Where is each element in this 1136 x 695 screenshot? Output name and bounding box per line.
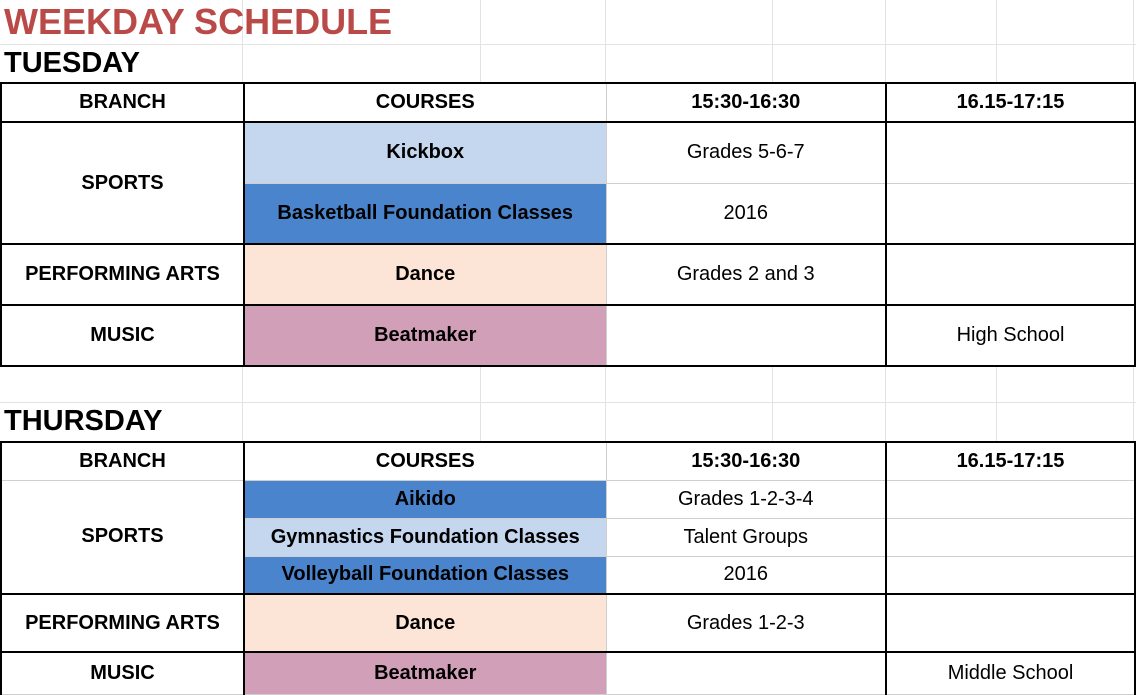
header-slot-1: 15:30-16:30 [606, 442, 886, 480]
table-row [1, 652, 1135, 694]
course-cell[interactable]: Kickbox [244, 122, 606, 183]
tuesday-heading: TUESDAY [4, 47, 140, 79]
course-cell[interactable]: Basketball Foundation Classes [244, 183, 606, 244]
header-branch: BRANCH [1, 442, 244, 480]
tuesday-schedule-table [0, 82, 1136, 367]
header-courses: COURSES [244, 442, 606, 480]
branch-performing-arts[interactable]: PERFORMING ARTS [1, 594, 244, 652]
thursday-heading: THURSDAY [4, 405, 163, 437]
branch-music[interactable]: MUSIC [1, 305, 244, 366]
course-cell[interactable]: Gymnastics Foundation Classes [244, 518, 606, 556]
page-title: WEEKDAY SCHEDULE [4, 1, 393, 42]
course-cell[interactable]: Aikido [244, 480, 606, 518]
branch-sports[interactable]: SPORTS [1, 122, 244, 244]
table-header-row [1, 442, 1135, 480]
table-row [1, 122, 1135, 183]
slot-1-cell[interactable] [606, 305, 886, 366]
table-row [1, 594, 1135, 652]
header-slot-2: 16.15-17:15 [886, 83, 1135, 122]
slot-1-cell[interactable]: Talent Groups [606, 518, 886, 556]
slot-2-cell[interactable]: High School [886, 305, 1135, 366]
branch-performing-arts[interactable]: PERFORMING ARTS [1, 244, 244, 305]
header-courses: COURSES [244, 83, 606, 122]
header-branch: BRANCH [1, 83, 244, 122]
branch-sports[interactable]: SPORTS [1, 480, 244, 594]
slot-2-cell[interactable]: Middle School [886, 652, 1135, 694]
slot-1-cell[interactable]: 2016 [606, 556, 886, 594]
slot-1-cell[interactable]: Grades 2 and 3 [606, 244, 886, 305]
slot-1-cell[interactable]: Grades 5-6-7 [606, 122, 886, 183]
slot-2-cell[interactable] [886, 183, 1135, 244]
slot-1-cell[interactable] [606, 652, 886, 694]
slot-2-cell[interactable] [886, 480, 1135, 518]
branch-music[interactable]: MUSIC [1, 652, 244, 694]
course-cell[interactable]: Dance [244, 244, 606, 305]
course-cell[interactable]: Beatmaker [244, 652, 606, 694]
slot-2-cell[interactable] [886, 122, 1135, 183]
course-cell[interactable]: Volleyball Foundation Classes [244, 556, 606, 594]
table-header-row [1, 83, 1135, 122]
slot-1-cell[interactable]: Grades 1-2-3 [606, 594, 886, 652]
table-row [1, 244, 1135, 305]
slot-2-cell[interactable] [886, 556, 1135, 594]
course-cell[interactable]: Beatmaker [244, 305, 606, 366]
table-row [1, 480, 1135, 518]
header-slot-1: 15:30-16:30 [606, 83, 886, 122]
table-row [1, 305, 1135, 366]
slot-2-cell[interactable] [886, 244, 1135, 305]
slot-1-cell[interactable]: 2016 [606, 183, 886, 244]
slot-1-cell[interactable]: Grades 1-2-3-4 [606, 480, 886, 518]
header-slot-2: 16.15-17:15 [886, 442, 1135, 480]
slot-2-cell[interactable] [886, 518, 1135, 556]
thursday-schedule-table [0, 441, 1136, 695]
slot-2-cell[interactable] [886, 594, 1135, 652]
course-cell[interactable]: Dance [244, 594, 606, 652]
